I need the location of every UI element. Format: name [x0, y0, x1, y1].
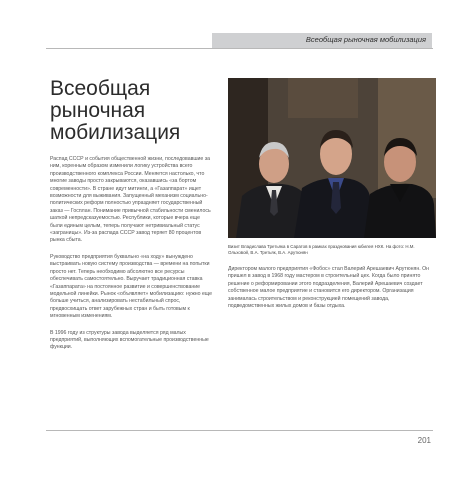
bottom-rule — [46, 430, 433, 431]
photo-caption: Визит Владислава Третьяка в Саратов в рамках празднования юбилея НХК. На фото: Н.М. Ольховой, В.А. Третьяк, В.А. Арутюнян — [228, 244, 415, 255]
article-title: Всеобщая рыночная мобилизация — [50, 77, 181, 144]
photograph — [228, 78, 436, 238]
paragraph: В 1996 году из структуры завода выделяется ряд малых предприятий, выполняющих вспомогательные производственные функции. — [50, 329, 209, 351]
right-column — [228, 266, 434, 319]
photo-illustration — [228, 78, 436, 238]
paragraph: Распад СССР и события общественной жизни, последовавшие за ним, коренным образом изменили логику устройства всего производственного комплекса России. Меняется настолько, что многие заводы просто закрываются, оказавшись «за бортом современности». В стране идут митинги, а «Газаппарат» ищет возможности для выживания. Запущенный механизм социально-политических реформ полностью упраздняет государственный заказ — Госплан. Понимание привычной стабильности сменилось шаткой непредсказуемостью. Республики, которые вчера еще были единым целым, теперь получают нетривиальный статус «заграницы». Из-за распада СССР завод теряет 80 процентов рынка сбыта. — [50, 156, 211, 244]
paragraph: Директором малого предприятия «Фобос» стал Валерий Арешаевич Арутюнян. Он пришел в завод в 1968 году мастером в строительный цех. Когда было принято решение о реформировании этого подразделения, Валерий Арешаевич создает собственное малое предприятие и становится его директором. Организация занималась строительством и реконструкцией помещений завода, подведомственных жилых домов и базы отдыха. — [228, 266, 429, 310]
running-head-title: Всеобщая рыночная мобилизация — [305, 35, 426, 44]
page-number: 201 — [417, 436, 431, 445]
paragraph: Руководство предприятия буквально «на ходу» вынуждено выстраивать новую систему производства — времени на попытки просто нет. Теперь необходимо абсолютно все ресурсы обеспечивать самостоятельно. Выручает традиционная ставка «Газаппарата» на постоянное развитие и совершенствование модельной линейки. Рынок «объявляет» мобилизацию: нужно еще больше учиться, анализировать нестабильный спрос, предвосхищать ответ зарубежных стран и быть готовым к мгновенным изменениям. — [50, 253, 212, 320]
top-rule — [46, 48, 433, 49]
running-head — [212, 33, 432, 49]
left-column — [50, 156, 214, 361]
